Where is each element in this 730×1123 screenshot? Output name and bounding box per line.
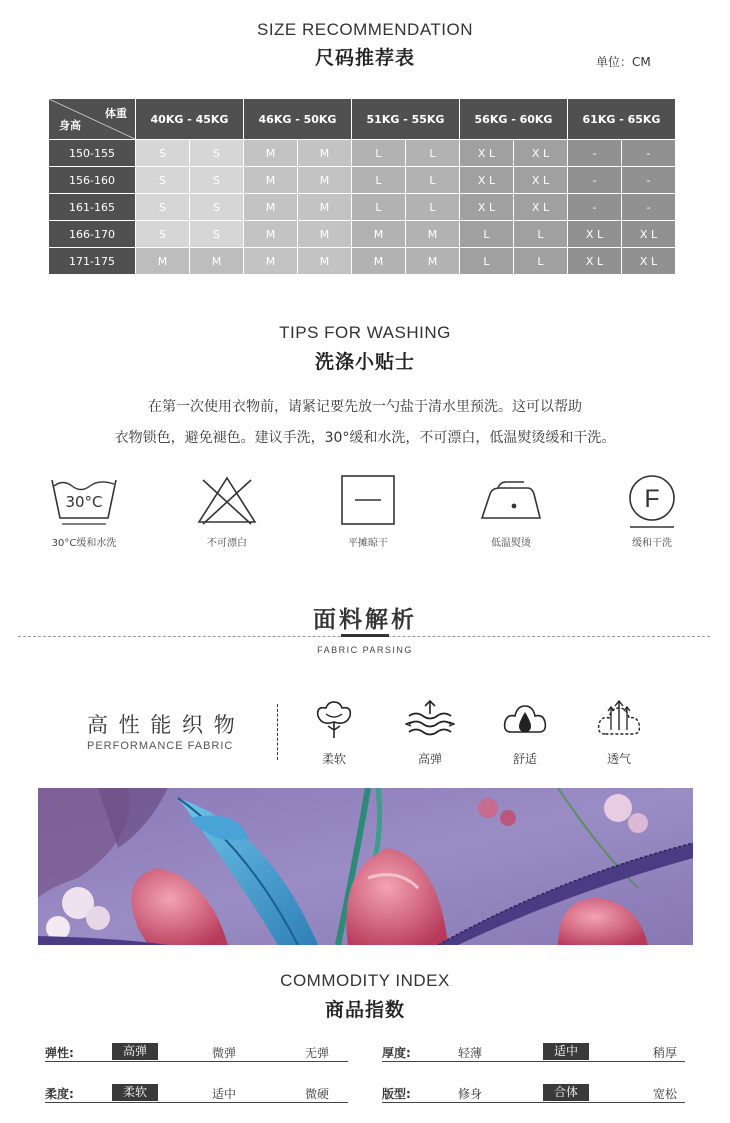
thickness-label: 厚度: [382, 1046, 411, 1060]
size-cell: - [622, 140, 675, 166]
fit-option: 宽松 [653, 1087, 678, 1101]
size-cell: X L [514, 140, 567, 166]
weight-header: 61KG - 65KG [568, 99, 675, 139]
wash-label: 低温熨烫 [491, 538, 531, 549]
dry-clean-letter: F [644, 485, 660, 513]
height-cell: 150-155 [49, 140, 135, 166]
wash-label: 缓和干洗 [632, 538, 672, 549]
table-row [49, 140, 675, 166]
flat-dry-icon [338, 474, 398, 526]
stretch-icon [405, 700, 455, 740]
size-cell: L [460, 248, 513, 274]
size-cell: S [190, 194, 243, 220]
wash-item [29, 474, 139, 549]
fit-option: 修身 [458, 1087, 483, 1101]
size-cell: S [190, 221, 243, 247]
no-bleach-icon [195, 474, 259, 526]
washing-text-line1: 在第一次使用衣物前，请紧记要先放一勺盐于清水里预洗。这可以帮助 [148, 399, 582, 415]
size-cell: L [406, 140, 459, 166]
weight-header: 51KG - 55KG [352, 99, 459, 139]
size-cell: X L [568, 248, 621, 274]
weight-header: 46KG - 50KG [244, 99, 351, 139]
feature-comfort [490, 700, 560, 767]
size-title-en: SIZE RECOMMENDATION [256, 20, 474, 39]
size-cell: - [622, 167, 675, 193]
performance-divider [277, 704, 278, 760]
commodity-title-en: COMMODITY INDEX [280, 971, 450, 990]
size-cell: L [514, 248, 567, 274]
fabric-photo [38, 788, 693, 945]
softness-option: 适中 [212, 1087, 237, 1101]
fabric-title-underline [341, 634, 389, 637]
height-cell: 156-160 [49, 167, 135, 193]
dry-clean-f-icon [622, 474, 682, 530]
washing-text-line2: 衣物锁色，避免褪色。建议手洗，30°缓和水洗，不可漂白，低温熨烫缓和干洗。 [114, 430, 616, 446]
size-cell: - [568, 140, 621, 166]
size-cell: M [352, 248, 405, 274]
height-cell: 161-165 [49, 194, 135, 220]
size-cell: - [568, 167, 621, 193]
performance-title-zh: 高 性 能 织 物 [87, 713, 237, 737]
iron-low-icon [478, 474, 544, 526]
washing-title-en: TIPS FOR WASHING [279, 323, 451, 342]
size-table [48, 98, 676, 275]
size-cell: M [406, 221, 459, 247]
thickness-scale-line [382, 1061, 685, 1062]
size-cell: S [136, 167, 189, 193]
feature-breathable [584, 700, 654, 767]
commodity-title-zh: 商品指数 [324, 999, 405, 1021]
softness-label: 柔度: [45, 1087, 74, 1101]
softness-option: 微硬 [305, 1087, 330, 1101]
thickness-option: 稍厚 [653, 1046, 678, 1060]
feature-stretch [395, 700, 465, 767]
wash-tub-icon [48, 474, 120, 526]
size-cell: - [568, 194, 621, 220]
size-cell: M [406, 248, 459, 274]
wash-item [456, 474, 566, 549]
size-cell: L [406, 167, 459, 193]
weight-header: 56KG - 60KG [460, 99, 567, 139]
size-cell: X L [460, 140, 513, 166]
size-cell: X L [514, 167, 567, 193]
height-cell: 171-175 [49, 248, 135, 274]
size-cell: M [244, 167, 297, 193]
wash-label: 平摊晾干 [348, 538, 388, 549]
wash-item [313, 474, 423, 549]
fit-label: 版型: [382, 1087, 411, 1101]
wash-label: 30°C缓和水洗 [51, 538, 117, 549]
size-cell: X L [622, 248, 675, 274]
breathable-icon [595, 700, 643, 740]
size-cell: X L [622, 221, 675, 247]
size-cell: M [298, 194, 351, 220]
comfort-drop-icon [501, 700, 549, 740]
size-cell: M [298, 140, 351, 166]
softness-option-selected: 柔软 [112, 1084, 158, 1101]
size-cell: S [136, 221, 189, 247]
table-corner-cell [49, 99, 135, 139]
thickness-option-selected: 适中 [543, 1043, 589, 1060]
elasticity-option-selected: 高弹 [112, 1043, 158, 1060]
elasticity-scale-line [45, 1061, 348, 1062]
corner-weight-label: 体重 [105, 107, 127, 120]
size-cell: L [352, 140, 405, 166]
size-cell: S [136, 194, 189, 220]
size-cell: M [298, 248, 351, 274]
table-row [49, 167, 675, 193]
thickness-option: 轻薄 [458, 1046, 483, 1060]
elasticity-option: 微弹 [212, 1046, 237, 1060]
size-cell: M [244, 248, 297, 274]
table-row [49, 248, 675, 274]
unit-label: 单位：CM [596, 55, 651, 69]
wash-item [172, 474, 282, 549]
size-cell: L [352, 167, 405, 193]
feature-label: 舒适 [512, 752, 537, 766]
feature-label: 柔软 [321, 752, 346, 766]
fit-scale-line [382, 1102, 685, 1103]
size-cell: - [622, 194, 675, 220]
size-cell: M [298, 167, 351, 193]
size-cell: M [244, 194, 297, 220]
wash-temp-text: 30°C [65, 493, 103, 511]
size-cell: X L [460, 194, 513, 220]
size-cell: X L [568, 221, 621, 247]
size-cell: X L [460, 167, 513, 193]
size-cell: M [244, 221, 297, 247]
performance-title-en: PERFORMANCE FABRIC [87, 740, 234, 752]
size-cell: L [460, 221, 513, 247]
height-cell: 166-170 [49, 221, 135, 247]
wash-label: 不可漂白 [207, 538, 247, 549]
cotton-icon [312, 700, 356, 740]
wash-item [597, 474, 707, 549]
washing-title-zh: 洗涤小贴士 [314, 351, 415, 373]
elasticity-label: 弹性: [45, 1046, 74, 1060]
size-cell: M [190, 248, 243, 274]
feature-soft [299, 700, 369, 767]
corner-height-label: 身高 [59, 119, 81, 132]
size-cell: X L [514, 194, 567, 220]
feature-label: 高弹 [417, 752, 442, 766]
fit-option-selected: 合体 [543, 1084, 589, 1101]
size-cell: M [352, 221, 405, 247]
size-cell: S [190, 167, 243, 193]
size-title-zh: 尺码推荐表 [314, 47, 415, 69]
weight-header: 40KG - 45KG [136, 99, 243, 139]
size-cell: M [298, 221, 351, 247]
size-cell: M [244, 140, 297, 166]
table-row [49, 194, 675, 220]
elasticity-option: 无弹 [305, 1046, 330, 1060]
size-cell: L [352, 194, 405, 220]
fabric-title-en: FABRIC PARSING [317, 645, 413, 655]
size-cell: M [136, 248, 189, 274]
size-cell: L [406, 194, 459, 220]
fabric-title-zh: 面料解析 [313, 607, 417, 633]
size-cell: S [136, 140, 189, 166]
softness-scale-line [45, 1102, 348, 1103]
feature-label: 透气 [606, 752, 631, 766]
size-cell: S [190, 140, 243, 166]
table-row [49, 221, 675, 247]
size-cell: L [514, 221, 567, 247]
